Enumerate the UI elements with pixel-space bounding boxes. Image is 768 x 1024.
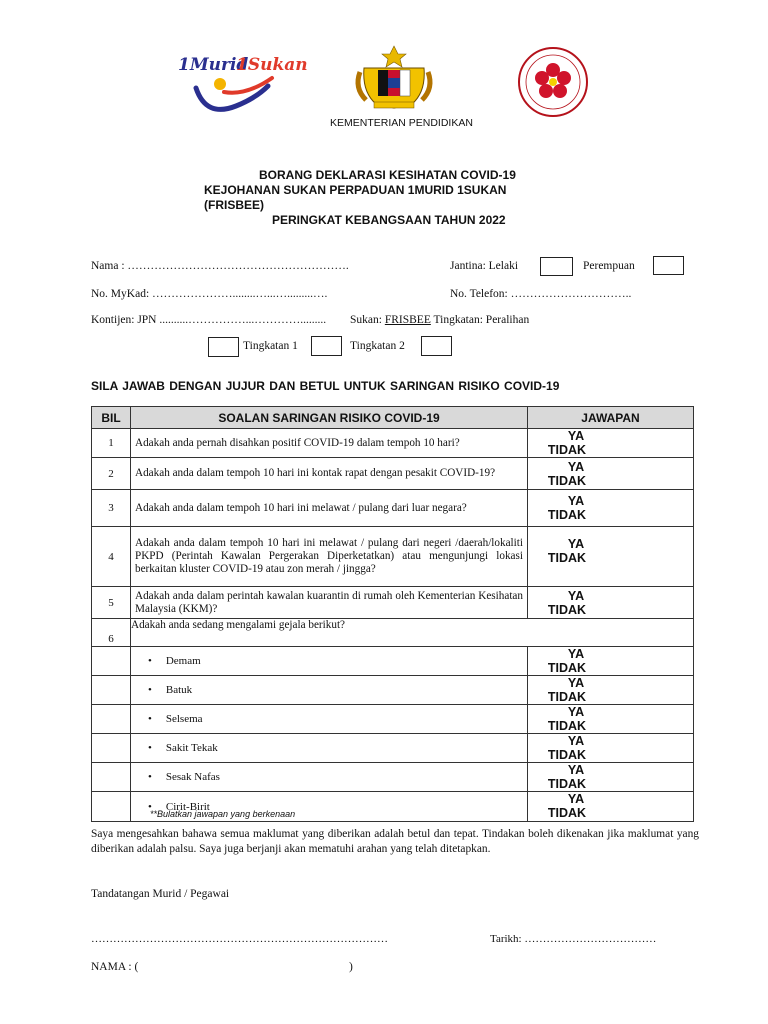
perempuan-label: Perempuan (583, 260, 635, 272)
tidak-option[interactable]: TIDAK (547, 473, 587, 488)
bullet: • (148, 742, 152, 754)
sukan-label-text: Sukan: (350, 314, 382, 326)
symptom-row (92, 763, 694, 792)
bullet: • (148, 713, 152, 725)
ya-option[interactable]: YA (567, 588, 585, 603)
ya-option[interactable]: YA (567, 459, 585, 474)
ya-option[interactable]: YA (567, 763, 585, 777)
answer-cell (528, 705, 694, 734)
empty-bil-cell (92, 676, 131, 705)
answer-cell (528, 527, 694, 587)
declaration-text: Saya mengesahkan bahawa semua maklumat yang diberikan adalah betul dan tepat. Tindakan boleh dikenakan jika maklumat yang diberikan adalah palsu. Saya juga berjanji akan mematuhi arahan yang telah ditetapkan. (91, 828, 699, 855)
tidak-option[interactable]: TIDAK (547, 661, 587, 675)
tidak-option[interactable]: TIDAK (547, 806, 587, 820)
empty-bil-cell (92, 734, 131, 763)
instruction-text: SILA JAWAB DENGAN JUJUR DAN BETUL UNTUK SARINGAN RISIKO COVID-19 (91, 379, 560, 393)
answer-cell (528, 792, 694, 822)
ya-option[interactable]: YA (567, 734, 585, 748)
row-number: 5 (92, 587, 131, 619)
question-text: Adakah anda sedang mengalami gejala berikut? (131, 619, 694, 647)
empty-bil-cell (92, 647, 131, 676)
tidak-option[interactable]: TIDAK (547, 777, 587, 791)
kementerian-crest (354, 42, 434, 112)
ya-option[interactable]: YA (567, 676, 585, 690)
tingkatan2-checkbox[interactable] (311, 336, 342, 356)
row-number: 6 (92, 619, 131, 647)
symptom-label: Sakit Tekak (165, 742, 218, 754)
tidak-option[interactable]: TIDAK (547, 690, 587, 704)
ya-option[interactable]: YA (567, 647, 585, 661)
symptom-row (92, 734, 694, 763)
screening-table (91, 406, 694, 822)
nama-open: NAMA : ( (91, 961, 139, 973)
form-title-line2: KEJOHANAN SUKAN PERPADUAN 1MURID 1SUKAN (204, 183, 507, 197)
header-jawapan: JAWAPAN (528, 407, 694, 429)
kementerian-caption: KEMENTERIAN PENDIDIKAN (330, 117, 473, 129)
symptom-label: Cirit-Birit (165, 800, 210, 813)
tidak-option[interactable]: TIDAK (547, 719, 587, 733)
ya-option[interactable]: YA (567, 429, 585, 443)
ya-option[interactable]: YA (567, 537, 585, 551)
question-text: Adakah anda dalam perintah kawalan kuarantin di rumah oleh Kementerian Kesihatan Malaysia (KKM)? (131, 587, 528, 619)
question-text: Adakah anda dalam tempoh 10 hari ini melawat / pulang dari luar negara? (131, 490, 528, 527)
tidak-option[interactable]: TIDAK (547, 748, 587, 762)
ya-option[interactable]: YA (567, 792, 585, 806)
signature-label: Tandatangan Murid / Pegawai (91, 888, 230, 900)
jantina-label: Jantina: Lelaki (450, 260, 519, 272)
answer-cell (528, 734, 694, 763)
symptom-row (92, 676, 694, 705)
row-number: 1 (92, 429, 131, 458)
footnote: **Bulatkan jawapan yang berkenaan (150, 809, 296, 819)
tidak-option[interactable]: TIDAK (547, 508, 587, 522)
answer-cell (528, 458, 694, 490)
logo-text-1sukan: 1Sukan (236, 55, 308, 75)
question-text: Adakah anda pernah disahkan positif COVID-19 dalam tempoh 10 hari? (131, 429, 528, 458)
table-row (92, 429, 694, 458)
symptom-cell (131, 705, 528, 734)
form-title-line1: BORANG DEKLARASI KESIHATAN COVID-19 (259, 168, 516, 182)
symptom-label: Sesak Nafas (165, 771, 220, 783)
tarikh-field[interactable]: Tarikh: ……………………………… (490, 933, 657, 945)
tingkatan-label: Tingkatan: Peralihan (433, 314, 530, 326)
answer-cell (528, 429, 694, 458)
ya-option[interactable]: YA (567, 494, 585, 508)
table-row (92, 587, 694, 619)
mykad-field[interactable]: No. MyKad: …………………........…...….........…. (91, 288, 328, 300)
perempuan-checkbox[interactable] (653, 256, 684, 275)
row-number: 3 (92, 490, 131, 527)
nama-field[interactable]: Nama : …………………………………………………. (91, 260, 349, 272)
header-bil: BIL (92, 407, 131, 429)
tingkatan1-label: Tingkatan 1 (243, 340, 298, 352)
empty-bil-cell (92, 763, 131, 792)
form-title-line4: PERINGKAT KEBANGSAAN TAHUN 2022 (272, 213, 506, 227)
symptom-cell (131, 734, 528, 763)
tidak-option[interactable]: TIDAK (547, 443, 587, 457)
tidak-option[interactable]: TIDAK (547, 551, 587, 565)
peralihan-checkbox[interactable] (421, 336, 452, 356)
nama-close: ) (349, 961, 353, 973)
bullet: • (148, 800, 152, 813)
answer-cell (528, 587, 694, 619)
answer-cell (528, 676, 694, 705)
empty-bil-cell (92, 705, 131, 734)
table-header-row (92, 407, 694, 429)
answer-cell (528, 490, 694, 527)
empty-bil-cell (92, 792, 131, 822)
logo-text-1murid: 1Murid (178, 55, 249, 75)
tingkatan2-label: Tingkatan 2 (350, 340, 405, 352)
row-number: 4 (92, 527, 131, 587)
answer-cell (528, 763, 694, 792)
symptom-cell (131, 676, 528, 705)
bullet: • (148, 655, 152, 667)
logo-1murid-1sukan (176, 48, 308, 118)
table-row (92, 458, 694, 490)
symptom-row (92, 705, 694, 734)
sukan-label (350, 314, 529, 326)
tidak-option[interactable]: TIDAK (547, 602, 587, 617)
symptom-label: Demam (165, 655, 201, 667)
tingkatan1-checkbox[interactable] (208, 337, 239, 357)
question-text: Adakah anda dalam tempoh 10 hari ini kontak rapat dengan pesakit COVID-19? (131, 458, 528, 490)
signature-line[interactable]: ……………………………………………………………………… (91, 933, 388, 945)
lelaki-checkbox[interactable] (540, 257, 573, 276)
table-row (92, 490, 694, 527)
symptom-row (92, 647, 694, 676)
symptom-cell (131, 763, 528, 792)
kontijen-field[interactable]: Kontijen: JPN ..........……………...…………......... (91, 314, 327, 326)
symptom-cell (131, 647, 528, 676)
header-soalan: SOALAN SARINGAN RISIKO COVID-19 (131, 407, 528, 429)
bullet: • (148, 771, 152, 783)
table-row (92, 527, 694, 587)
row-number: 2 (92, 458, 131, 490)
symptom-label: Batuk (165, 684, 193, 696)
logo-peringkat-kebangsaan (517, 46, 589, 118)
question-text: Adakah anda dalam tempoh 10 hari ini melawat / pulang dari negeri /daerah/lokaliti PKPD (Perintah Kawalan Pergerakan Diperketatkan) atau mengunjungi lokasi berkaitan kluster COVID-19 atau zon merah / jingga? (131, 527, 528, 587)
bullet: • (148, 684, 152, 696)
ya-option[interactable]: YA (567, 705, 585, 719)
telefon-field[interactable]: No. Telefon: ………………………….. (450, 288, 632, 300)
sukan-value: FRISBEE (384, 314, 431, 326)
symptom-label: Selsema (165, 713, 203, 725)
form-title-line3: (FRISBEE) (204, 198, 264, 212)
table-row (92, 619, 694, 647)
answer-cell (528, 647, 694, 676)
